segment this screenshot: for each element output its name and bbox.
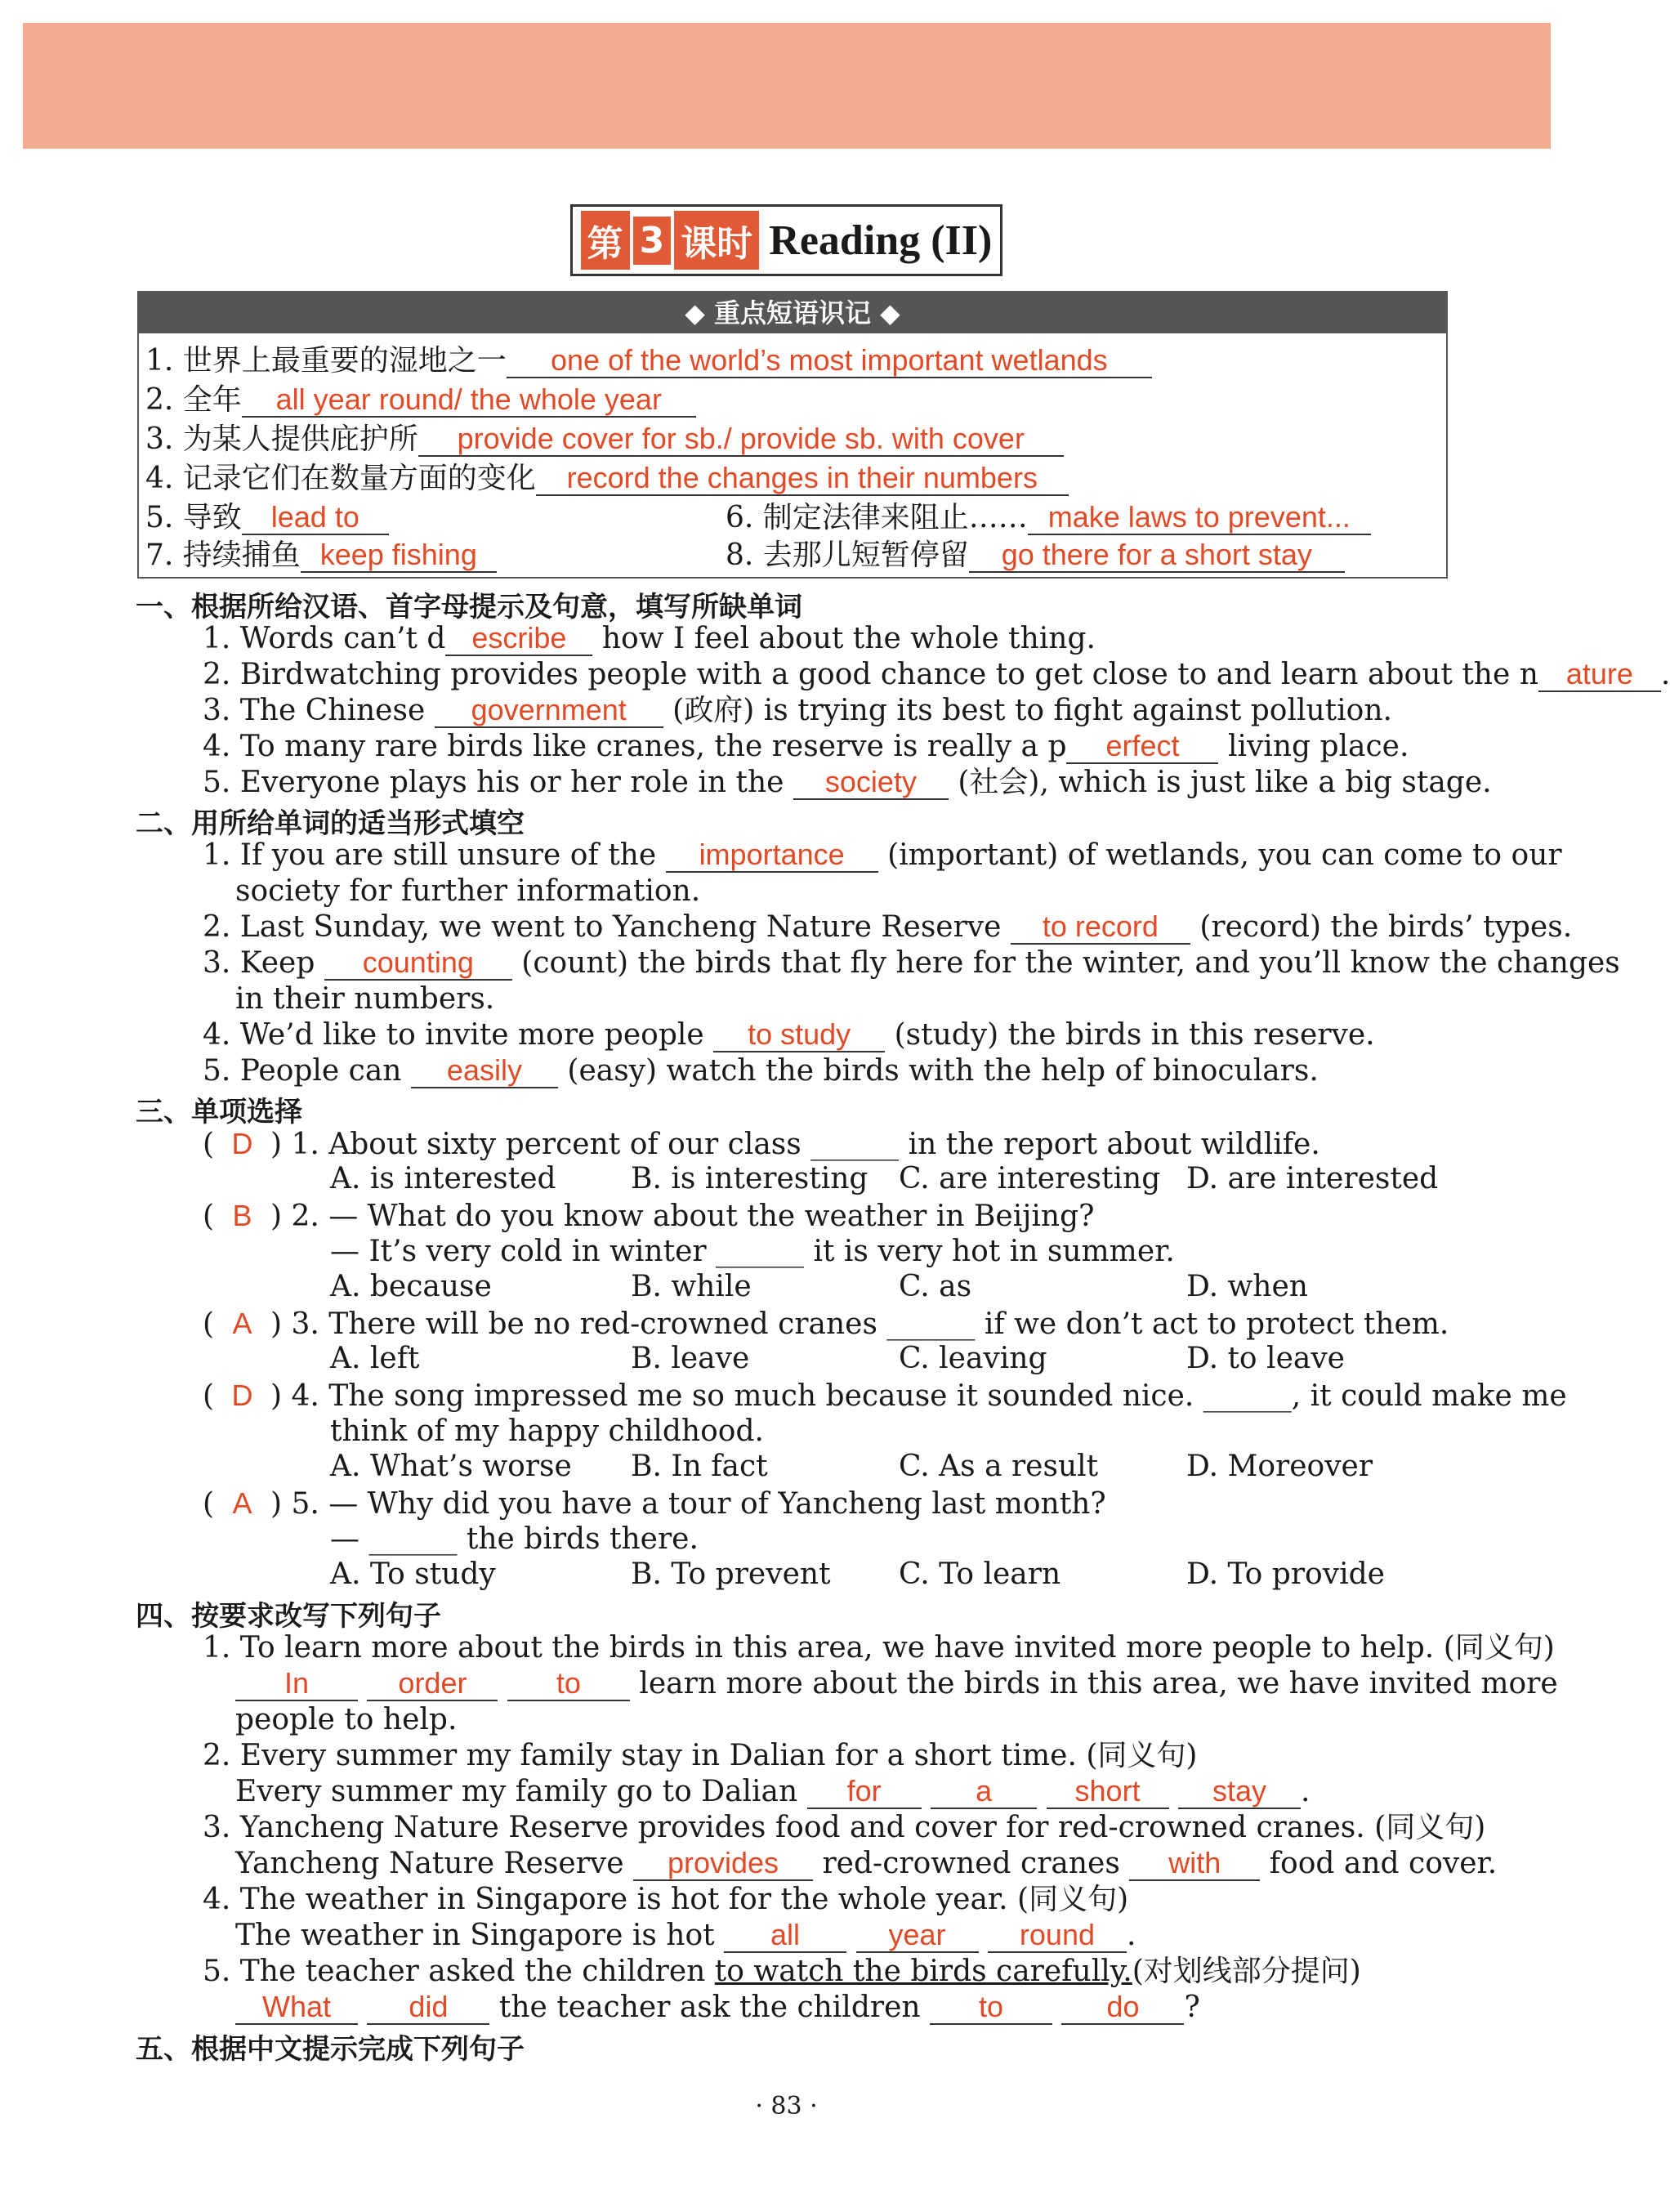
question-row: 4. To many rare birds like cranes, the reserve is really a p erfect living place. [203, 729, 1409, 763]
answer-text: ature [1538, 658, 1661, 692]
rewrite-question: 3. Yancheng Nature Reserve provides food and cover for red-crowned cranes. (同义句) [203, 1811, 1486, 1844]
answer-text: did [367, 1991, 489, 2025]
option: A. because [330, 1270, 492, 1303]
question-row: 1. Words can’t d escribe how I feel about the whole thing. [203, 621, 1096, 655]
title-text: Reading (II) [769, 217, 993, 264]
phrase-item: 3. 为某人提供庇护所 provide cover for sb./ provide sb. with cover [145, 422, 1064, 458]
option: B. leave [631, 1342, 750, 1375]
lesson-tag: 第 [581, 211, 630, 270]
question-row: 3. Keep counting (count) the birds that fly here for the winter, and you’ll know the changes [203, 945, 1620, 980]
answer-text: provides [633, 1847, 813, 1881]
underlined-part: to watch the birds carefully. [714, 1955, 1132, 1988]
answer-text: to [930, 1991, 1052, 2025]
option: D. Moreover [1186, 1450, 1373, 1483]
question-row-continued: society for further information. [235, 874, 701, 908]
key-phrases-header: ◆ 重点短语识记 ◆ [139, 293, 1446, 333]
option: C. To learn [899, 1557, 1061, 1591]
answer-text: keep fishing [301, 538, 497, 573]
rewrite-answer-row: In order to learn more about the birds in this area, we have invited more [235, 1666, 1558, 1702]
question-row: 2. Last Sunday, we went to Yancheng Nature Reserve to record (record) the birds’ types. [203, 909, 1573, 944]
answer-text: escribe [445, 622, 592, 656]
question-row: 1. If you are still unsure of the importance (important) of wetlands, you can come to our [203, 838, 1562, 872]
option: C. as [899, 1270, 972, 1303]
rewrite-answer-continued: people to help. [235, 1703, 458, 1736]
answer-text: to study [713, 1018, 885, 1052]
option: A. To study [330, 1557, 496, 1591]
answer-text: a [931, 1775, 1037, 1809]
question-row: 3. The Chinese government (政府) is trying its best to fight against pollution. [203, 693, 1392, 727]
answer-text: all [724, 1919, 846, 1953]
answer-text: A [232, 1486, 252, 1520]
answer-text: importance [666, 838, 878, 873]
option: B. is interesting [631, 1162, 868, 1195]
answer-text: to [507, 1667, 630, 1701]
phrase-item: 7. 持续捕鱼 keep fishing [145, 538, 497, 574]
question-row: 5. Everyone plays his or her role in the society (社会), which is just like a big stage. [203, 765, 1492, 799]
answer-text: government [435, 694, 663, 728]
option: B. while [631, 1270, 752, 1303]
option: D. when [1186, 1270, 1308, 1303]
mc-question: ( A ) 5. — Why did you have a tour of Yancheng last month? [203, 1486, 1106, 1521]
answer-text: What [235, 1991, 358, 2025]
option: C. are interesting [899, 1162, 1161, 1195]
header-banner [23, 23, 1551, 149]
answer-text: lead to [242, 501, 389, 535]
phrase-item: 2. 全年 all year round/ the whole year [145, 382, 696, 418]
question-row-continued: in their numbers. [235, 982, 495, 1016]
mc-question-continued: — It’s very cold in winter ______ it is very hot in summer. [330, 1235, 1175, 1268]
option: A. left [330, 1342, 420, 1375]
phrase-item: 1. 世界上最重要的湿地之一 one of the world’s most important wetlands [145, 343, 1152, 379]
answer-text: one of the world’s most important wetlands [507, 344, 1152, 378]
question-row: 2. Birdwatching provides people with a good chance to get close to and learn about the n ature . [203, 657, 1670, 691]
mc-question: ( B ) 2. — What do you know about the weather in Beijing? [203, 1199, 1095, 1233]
answer-text: provide cover for sb./ provide sb. with cover [418, 422, 1064, 457]
option: D. are interested [1186, 1162, 1439, 1195]
answer-text: to record [1011, 910, 1190, 945]
section-heading-5: 五、根据中文提示完成下列句子 [136, 2033, 525, 2066]
answer-text: easily [411, 1054, 558, 1088]
rewrite-answer-row: The weather in Singapore is hot all year round . [235, 1918, 1136, 1952]
mc-question: ( D ) 4. The song impressed me so much because it sounded nice. ______, it could make me [203, 1379, 1567, 1413]
section-heading-1: 一、根据所给汉语、首字母提示及句意，填写所缺单词 [136, 591, 802, 623]
question-row: 5. People can easily (easy) watch the birds with the help of binoculars. [203, 1053, 1319, 1088]
option: A. is interested [330, 1162, 556, 1195]
lesson-number: 3 [630, 217, 675, 265]
answer-text: stay [1178, 1775, 1301, 1809]
option: C. As a result [899, 1450, 1099, 1483]
rewrite-question: 2. Every summer my family stay in Dalian for a short time. (同义句) [203, 1739, 1198, 1772]
phrase-item: 6. 制定法律来阻止…… make laws to prevent... [726, 500, 1371, 536]
answer-text: record the changes in their numbers [536, 462, 1069, 496]
rewrite-question: 1. To learn more about the birds in this area, we have invited more people to help. (同义句) [203, 1631, 1555, 1665]
answer-text: A [232, 1307, 252, 1340]
answer-text: round [988, 1919, 1127, 1953]
rewrite-question: 4. The weather in Singapore is hot for the whole year. (同义句) [203, 1883, 1129, 1916]
section-heading-4: 四、按要求改写下列句子 [136, 1600, 441, 1633]
rewrite-answer-row: Every summer my family go to Dalian for a short stay . [235, 1774, 1311, 1808]
option: B. To prevent [631, 1557, 831, 1591]
answer-text: all year round/ the whole year [242, 383, 696, 418]
answer-text: make laws to prevent... [1028, 501, 1371, 535]
option: B. In fact [631, 1450, 768, 1483]
option: A. What’s worse [330, 1450, 572, 1483]
section-heading-3: 三、单项选择 [136, 1096, 302, 1128]
mc-question: ( D ) 1. About sixty percent of our class ______ in the report about wildlife. [203, 1127, 1320, 1161]
question-row: 4. We’d like to invite more people to study (study) the birds in this reserve. [203, 1017, 1375, 1052]
answer-text: In [235, 1667, 358, 1701]
phrase-item: 5. 导致 lead to [145, 500, 389, 536]
answer-text: year [856, 1919, 979, 1953]
phrase-item: 8. 去那儿短暂停留 go there for a short stay [726, 538, 1345, 574]
answer-text: society [793, 766, 949, 800]
mc-question-continued: think of my happy childhood. [330, 1414, 764, 1448]
lesson-tag-suffix: 课时 [674, 211, 759, 270]
rewrite-question: 5. The teacher asked the children to watch the birds carefully.(对划线部分提问) [203, 1955, 1361, 1988]
answer-text: erfect [1066, 730, 1218, 764]
rewrite-answer-row: What did the teacher ask the children to do ? [235, 1990, 1200, 2026]
option: C. leaving [899, 1342, 1047, 1375]
option: D. to leave [1186, 1342, 1345, 1375]
answer-text: D [231, 1127, 253, 1160]
section-heading-2: 二、用所给单词的适当形式填空 [136, 807, 525, 840]
answer-text: order [367, 1667, 498, 1701]
mc-question: ( A ) 3. There will be no red-crowned cranes ______ if we don’t act to protect them. [203, 1307, 1449, 1341]
answer-text: go there for a short stay [969, 538, 1345, 573]
answer-text: short [1047, 1775, 1169, 1809]
answer-text: do [1061, 1991, 1184, 2025]
phrase-item: 4. 记录它们在数量方面的变化 record the changes in their numbers [145, 461, 1069, 497]
page-number: · 83 · [755, 2092, 818, 2120]
answer-text: for [807, 1775, 922, 1809]
rewrite-answer-row: Yancheng Nature Reserve provides red-crowned cranes with food and cover. [235, 1846, 1498, 1880]
mc-question-continued: — ______ the birds there. [330, 1522, 699, 1556]
option: D. To provide [1186, 1557, 1385, 1591]
answer-text: B [232, 1199, 252, 1232]
page-title [0, 204, 1573, 276]
answer-text: D [231, 1379, 253, 1412]
answer-text: counting [324, 946, 512, 981]
answer-text: with [1129, 1847, 1260, 1881]
